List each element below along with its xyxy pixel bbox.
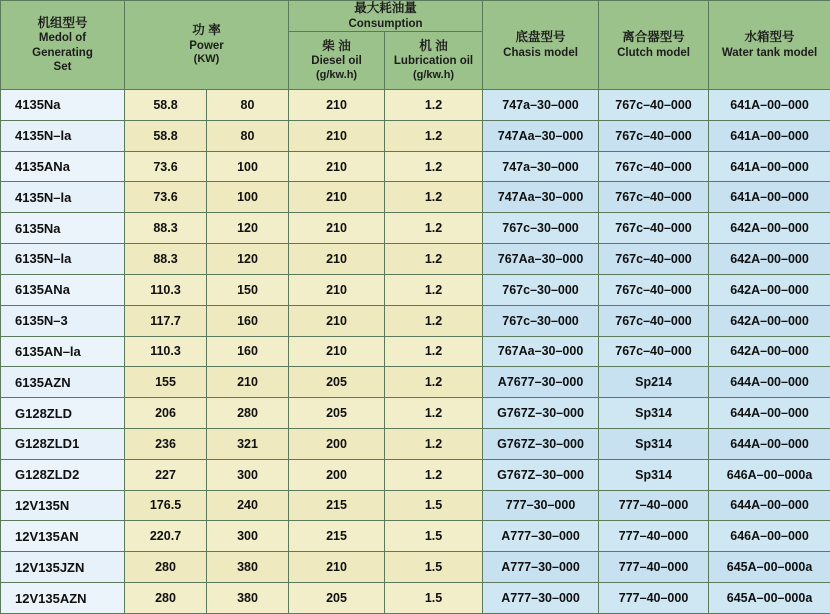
cell-diesel: 205 [289, 398, 385, 429]
table-row [1, 398, 830, 429]
cell-model: 6135N–3 [1, 305, 125, 336]
cell-power-kw: 110.3 [125, 274, 207, 305]
cell-clutch: 767c–40–000 [599, 336, 709, 367]
cell-chassis: 767Aa–30–000 [483, 336, 599, 367]
cell-clutch: 767c–40–000 [599, 305, 709, 336]
header-chassis-en: Chasis model [503, 46, 578, 59]
cell-power-kw: 58.8 [125, 90, 207, 121]
cell-watertank: 642A–00–000 [709, 305, 830, 336]
cell-lubrication: 1.2 [385, 367, 483, 398]
header-clutch [599, 1, 709, 90]
table-row [1, 583, 830, 614]
cell-diesel: 205 [289, 367, 385, 398]
header-power-en: Power [189, 39, 224, 52]
table-body [1, 90, 830, 614]
cell-power-2: 300 [207, 521, 289, 552]
cell-power-kw: 280 [125, 583, 207, 614]
cell-power-kw: 88.3 [125, 213, 207, 244]
cell-clutch: 767c–40–000 [599, 213, 709, 244]
cell-diesel: 210 [289, 151, 385, 182]
header-diesel-cn: 柴 油 [322, 38, 351, 53]
cell-clutch: 767c–40–000 [599, 274, 709, 305]
cell-lubrication: 1.2 [385, 336, 483, 367]
cell-watertank: 641A–00–000 [709, 151, 830, 182]
cell-power-2: 80 [207, 90, 289, 121]
cell-watertank: 642A–00–000 [709, 244, 830, 275]
cell-clutch: 777–40–000 [599, 583, 709, 614]
cell-power-kw: 176.5 [125, 490, 207, 521]
cell-diesel: 210 [289, 182, 385, 213]
cell-diesel: 210 [289, 552, 385, 583]
cell-power-kw: 110.3 [125, 336, 207, 367]
table-row [1, 90, 830, 121]
table-row [1, 151, 830, 182]
header-watertank [709, 1, 830, 90]
cell-watertank: 641A–00–000 [709, 182, 830, 213]
cell-diesel: 215 [289, 490, 385, 521]
cell-diesel: 210 [289, 336, 385, 367]
cell-chassis: G767Z–30–000 [483, 459, 599, 490]
cell-lubrication: 1.5 [385, 521, 483, 552]
header-diesel-unit: (g/kw.h) [315, 68, 358, 81]
header-consumption-cn: 最大耗油量 [354, 1, 417, 15]
cell-lubrication: 1.2 [385, 428, 483, 459]
table-row [1, 120, 830, 151]
cell-chassis: 747a–30–000 [483, 90, 599, 121]
table-row [1, 367, 830, 398]
cell-chassis: 747Aa–30–000 [483, 182, 599, 213]
table-row [1, 213, 830, 244]
table-row [1, 428, 830, 459]
cell-power-kw: 117.7 [125, 305, 207, 336]
header-chassis-cn: 底盘型号 [515, 30, 566, 44]
cell-chassis: 767c–30–000 [483, 213, 599, 244]
cell-power-2: 120 [207, 213, 289, 244]
cell-diesel: 205 [289, 583, 385, 614]
table-row [1, 182, 830, 213]
table-row [1, 336, 830, 367]
table-row [1, 552, 830, 583]
header-power-unit: (KW) [193, 53, 220, 66]
header-model-en-3: Set [53, 61, 72, 73]
cell-watertank: 644A–00–000 [709, 490, 830, 521]
cell-power-2: 280 [207, 398, 289, 429]
cell-clutch: 767c–40–000 [599, 151, 709, 182]
header-lubrication [385, 32, 483, 90]
cell-model: 6135AN–la [1, 336, 125, 367]
cell-lubrication: 1.2 [385, 274, 483, 305]
cell-model: 12V135JZN [1, 552, 125, 583]
header-diesel-en: Diesel oil [311, 55, 362, 68]
cell-diesel: 210 [289, 90, 385, 121]
cell-lubrication: 1.2 [385, 244, 483, 275]
cell-power-2: 100 [207, 182, 289, 213]
header-lubrication-cn: 机 油 [419, 38, 448, 53]
cell-power-kw: 227 [125, 459, 207, 490]
cell-power-2: 150 [207, 274, 289, 305]
cell-model: 6135N–la [1, 244, 125, 275]
cell-chassis: 767c–30–000 [483, 274, 599, 305]
table-row [1, 305, 830, 336]
header-chassis [483, 1, 599, 90]
header-power [125, 1, 289, 90]
cell-lubrication: 1.2 [385, 305, 483, 336]
cell-watertank: 645A–00–000a [709, 583, 830, 614]
cell-diesel: 200 [289, 428, 385, 459]
cell-diesel: 215 [289, 521, 385, 552]
table-header [1, 1, 830, 90]
cell-chassis: A7677–30–000 [483, 367, 599, 398]
cell-power-kw: 58.8 [125, 120, 207, 151]
cell-watertank: 644A–00–000 [709, 367, 830, 398]
cell-model: G128ZLD2 [1, 459, 125, 490]
cell-power-kw: 280 [125, 552, 207, 583]
cell-model: 6135ANa [1, 274, 125, 305]
cell-watertank: 646A–00–000a [709, 459, 830, 490]
cell-watertank: 645A–00–000a [709, 552, 830, 583]
cell-model: 12V135AN [1, 521, 125, 552]
cell-power-2: 100 [207, 151, 289, 182]
table-row [1, 244, 830, 275]
cell-power-2: 160 [207, 336, 289, 367]
cell-diesel: 210 [289, 213, 385, 244]
cell-clutch: 777–40–000 [599, 521, 709, 552]
cell-model: 12V135AZN [1, 583, 125, 614]
header-model-en-1: Medol of [38, 32, 87, 45]
cell-chassis: 747Aa–30–000 [483, 120, 599, 151]
cell-power-kw: 73.6 [125, 151, 207, 182]
header-model [1, 1, 125, 90]
cell-model: 4135N–la [1, 120, 125, 151]
header-power-cn: 功 率 [192, 23, 221, 38]
cell-watertank: 642A–00–000 [709, 213, 830, 244]
table-row [1, 459, 830, 490]
cell-model: 12V135N [1, 490, 125, 521]
cell-lubrication: 1.5 [385, 583, 483, 614]
cell-power-2: 160 [207, 305, 289, 336]
cell-clutch: Sp314 [599, 459, 709, 490]
cell-diesel: 210 [289, 244, 385, 275]
cell-watertank: 642A–00–000 [709, 336, 830, 367]
header-diesel [289, 32, 385, 90]
cell-clutch: 767c–40–000 [599, 244, 709, 275]
header-watertank-cn: 水箱型号 [744, 30, 795, 44]
cell-chassis: 767c–30–000 [483, 305, 599, 336]
header-lubrication-en: Lubrication oil [393, 55, 474, 68]
cell-power-kw: 236 [125, 428, 207, 459]
header-model-en-2: Generating [32, 46, 93, 59]
cell-clutch: 777–40–000 [599, 552, 709, 583]
cell-power-2: 300 [207, 459, 289, 490]
table-row [1, 490, 830, 521]
cell-chassis: 747a–30–000 [483, 151, 599, 182]
cell-lubrication: 1.2 [385, 398, 483, 429]
cell-power-kw: 88.3 [125, 244, 207, 275]
cell-watertank: 644A–00–000 [709, 428, 830, 459]
cell-clutch: 767c–40–000 [599, 120, 709, 151]
cell-clutch: 777–40–000 [599, 490, 709, 521]
cell-lubrication: 1.2 [385, 90, 483, 121]
cell-lubrication: 1.2 [385, 151, 483, 182]
cell-diesel: 200 [289, 459, 385, 490]
cell-power-2: 80 [207, 120, 289, 151]
cell-chassis: A777–30–000 [483, 583, 599, 614]
header-clutch-en: Clutch model [617, 46, 690, 59]
table-row [1, 274, 830, 305]
cell-model: 4135N–la [1, 182, 125, 213]
cell-clutch: Sp214 [599, 367, 709, 398]
header-model-cn: 机组型号 [37, 15, 88, 30]
cell-power-2: 210 [207, 367, 289, 398]
cell-power-2: 380 [207, 552, 289, 583]
cell-clutch: 767c–40–000 [599, 90, 709, 121]
header-watertank-en: Water tank model [721, 46, 818, 59]
cell-model: G128ZLD [1, 398, 125, 429]
cell-clutch: 767c–40–000 [599, 182, 709, 213]
cell-model: 4135Na [1, 90, 125, 121]
cell-watertank: 641A–00–000 [709, 120, 830, 151]
cell-model: 6135Na [1, 213, 125, 244]
cell-model: 6135AZN [1, 367, 125, 398]
cell-power-2: 380 [207, 583, 289, 614]
cell-lubrication: 1.5 [385, 490, 483, 521]
cell-diesel: 210 [289, 120, 385, 151]
cell-lubrication: 1.2 [385, 459, 483, 490]
cell-lubrication: 1.2 [385, 182, 483, 213]
cell-chassis: G767Z–30–000 [483, 398, 599, 429]
header-consumption-en: Consumption [348, 17, 423, 30]
header-consumption [289, 1, 483, 32]
cell-model: 4135ANa [1, 151, 125, 182]
cell-chassis: 777–30–000 [483, 490, 599, 521]
cell-clutch: Sp314 [599, 398, 709, 429]
cell-chassis: A777–30–000 [483, 552, 599, 583]
header-clutch-cn: 离合器型号 [622, 30, 685, 44]
cell-lubrication: 1.2 [385, 213, 483, 244]
cell-power-kw: 73.6 [125, 182, 207, 213]
cell-diesel: 210 [289, 305, 385, 336]
header-row-top [1, 1, 830, 32]
cell-clutch: Sp314 [599, 428, 709, 459]
cell-power-2: 120 [207, 244, 289, 275]
cell-lubrication: 1.2 [385, 120, 483, 151]
cell-power-2: 240 [207, 490, 289, 521]
cell-chassis: 767Aa–30–000 [483, 244, 599, 275]
cell-watertank: 644A–00–000 [709, 398, 830, 429]
cell-watertank: 641A–00–000 [709, 90, 830, 121]
cell-power-kw: 155 [125, 367, 207, 398]
table-row [1, 521, 830, 552]
cell-chassis: A777–30–000 [483, 521, 599, 552]
header-lubrication-unit: (g/kw.h) [412, 68, 455, 81]
cell-diesel: 210 [289, 274, 385, 305]
cell-model: G128ZLD1 [1, 428, 125, 459]
cell-power-2: 321 [207, 428, 289, 459]
cell-chassis: G767Z–30–000 [483, 428, 599, 459]
cell-power-kw: 220.7 [125, 521, 207, 552]
cell-power-kw: 206 [125, 398, 207, 429]
cell-watertank: 646A–00–000 [709, 521, 830, 552]
cell-lubrication: 1.5 [385, 552, 483, 583]
cell-watertank: 642A–00–000 [709, 274, 830, 305]
